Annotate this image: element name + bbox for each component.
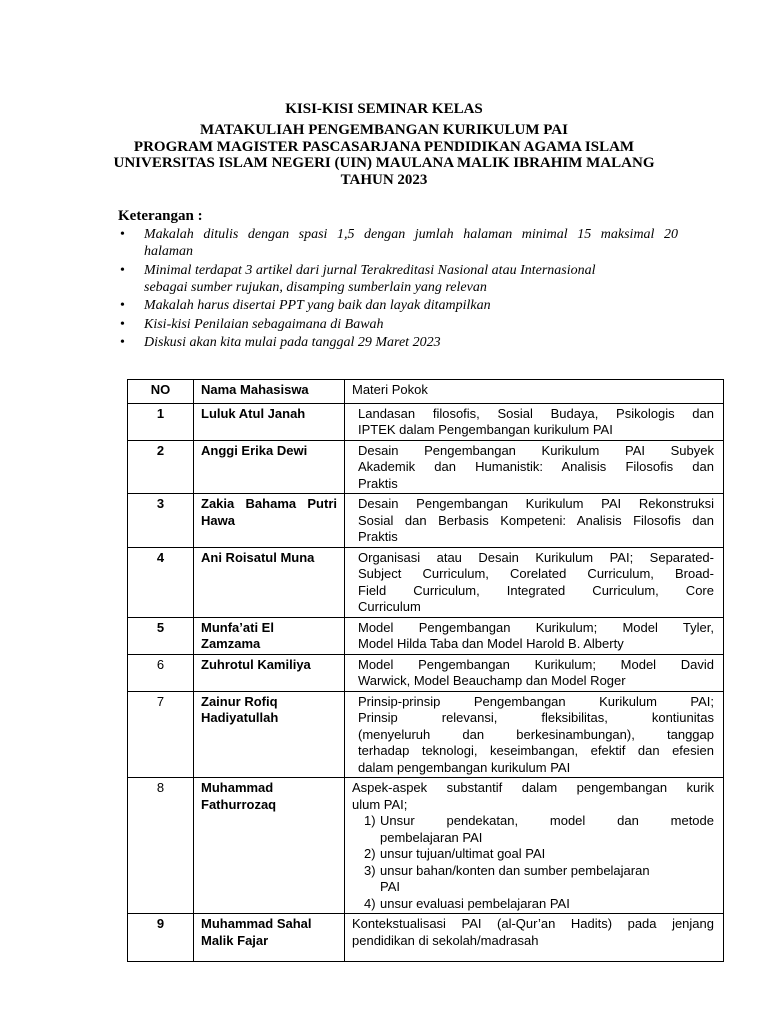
material-line: terhadap teknologi, keseimbangan, efektif dan efesien	[358, 743, 714, 758]
name-line: Zamzama	[201, 636, 261, 651]
name-line: Ani Roisatul Muna	[201, 549, 315, 565]
material-line: Subject Curriculum, Corelated Curriculum, Broad-	[358, 566, 714, 581]
material-line: Prinsip-prinsip Pengembangan Kurikulum PAI;	[358, 693, 714, 709]
row-material	[345, 403, 724, 440]
note-text-line: sebagai sumber rujukan, disamping sumberlain yang relevan	[144, 279, 487, 295]
row-no: 9	[128, 914, 194, 962]
material-line: IPTEK dalam Pengembangan kurikulum PAI	[358, 422, 613, 437]
row-name	[194, 494, 345, 548]
note-text-line: Kisi-kisi Penilaian sebagaimana di Bawah	[144, 316, 384, 332]
row-name	[194, 778, 345, 914]
name-line: Munfa’ati El	[201, 619, 274, 635]
row-name	[194, 914, 345, 962]
table-row	[128, 914, 724, 962]
table-row	[128, 778, 724, 914]
subitem-number: 3)	[364, 862, 376, 878]
material-line: dalam pengembangan kurikulum PAI	[358, 759, 571, 775]
material-line: Landasan filosofis, Sosial Budaya, Psikologis dan	[358, 405, 714, 421]
notes-list	[118, 226, 678, 351]
row-no: 6	[128, 654, 194, 691]
subitem-line: unsur evaluasi pembelajaran PAI	[380, 895, 570, 911]
material-line: Curriculum	[358, 599, 421, 614]
subitem-line: unsur tujuan/ultimat goal PAI	[380, 846, 546, 861]
seminar-table	[127, 379, 724, 962]
row-name	[194, 691, 345, 778]
bullet-icon: •	[120, 227, 125, 242]
material-line: Organisasi atau Desain Kurikulum PAI; Separated-	[358, 549, 714, 565]
name-line: Zakia Bahama Putri	[201, 496, 337, 511]
row-no: 2	[128, 440, 194, 494]
material-line: Prinsip relevansi, fleksibilitas, kontiunitas	[358, 710, 714, 725]
table-header-row	[128, 380, 724, 404]
subitem-number: 4)	[364, 895, 376, 911]
header-line-program: PROGRAM MAGISTER PASCASARJANA PENDIDIKAN AGAMA ISLAM	[133, 138, 635, 155]
name-line: Zuhrotul Kamiliya	[201, 656, 311, 672]
row-no: 8	[128, 778, 194, 914]
name-line: Fathurrozaq	[201, 796, 277, 812]
material-subitem	[352, 813, 714, 846]
material-line: Praktis	[358, 475, 398, 491]
material-line: (menyeluruh dan berkesinambungan), tanggap	[358, 726, 714, 742]
document-header	[0, 101, 768, 188]
header-line-year: TAHUN 2023	[340, 171, 428, 188]
subitem-number: 2)	[364, 846, 376, 861]
bullet-icon: •	[120, 316, 125, 332]
material-subitem	[352, 896, 714, 913]
material-line: ulum PAI;	[352, 796, 408, 812]
note-item	[118, 316, 678, 333]
table-row	[128, 440, 724, 494]
row-no: 5	[128, 617, 194, 654]
table-row	[128, 691, 724, 778]
bullet-icon: •	[120, 262, 125, 278]
row-material	[345, 494, 724, 548]
note-text-line: Minimal terdapat 3 artikel dari jurnal Terakreditasi Nasional atau Internasional	[144, 262, 596, 278]
table-row	[128, 494, 724, 548]
row-material	[345, 914, 724, 962]
material-line: Model Hilda Taba dan Model Harold B. Alberty	[358, 636, 624, 651]
row-material	[345, 547, 724, 617]
subitem-line: PAI	[380, 879, 400, 894]
row-no: 3	[128, 494, 194, 548]
material-line: Desain Pengembangan Kurikulum PAI Rekonstruksi	[358, 496, 714, 511]
material-subitem	[352, 846, 714, 863]
name-line: Hawa	[201, 512, 235, 528]
notes-section	[118, 208, 678, 353]
header-material: Materi Pokok	[345, 380, 724, 404]
name-line: Anggi Erika Dewi	[201, 442, 308, 458]
row-material	[345, 440, 724, 494]
subitem-line: pembelajaran PAI	[380, 829, 483, 845]
table-row	[128, 617, 724, 654]
table-row	[128, 403, 724, 440]
row-name	[194, 440, 345, 494]
material-line: pendidikan di sekolah/madrasah	[352, 932, 539, 948]
material-line: Warwick, Model Beauchamp dan Model Roger	[358, 673, 626, 688]
table-row	[128, 547, 724, 617]
header-name: Nama Mahasiswa	[194, 380, 345, 404]
row-material	[345, 654, 724, 691]
row-material	[345, 691, 724, 778]
row-no: 4	[128, 547, 194, 617]
header-line-university: UNIVERSITAS ISLAM NEGERI (UIN) MAULANA MALIK IBRAHIM MALANG	[113, 155, 655, 171]
note-item	[118, 297, 678, 314]
note-text-line: Makalah ditulis dengan spasi 1,5 dengan jumlah halaman minimal 15 maksimal 20	[144, 227, 678, 242]
name-line: Muhammad Sahal	[201, 916, 312, 931]
name-line: Malik Fajar	[201, 932, 269, 948]
note-item	[118, 334, 678, 351]
header-line-course: MATAKULIAH PENGEMBANGAN KURIKULUM PAI	[200, 122, 568, 138]
subitem-line: unsur bahan/konten dan sumber pembelajaran	[380, 862, 650, 878]
subitem-number: 1)	[364, 813, 376, 828]
row-material	[345, 617, 724, 654]
note-item	[118, 226, 678, 260]
row-name	[194, 654, 345, 691]
bullet-icon: •	[120, 335, 125, 350]
row-no: 7	[128, 691, 194, 778]
header-no: NO	[128, 380, 194, 404]
material-line: Desain Pengembangan Kurikulum PAI Subyek	[358, 442, 714, 458]
note-item	[118, 262, 678, 296]
name-line: Hadiyatullah	[201, 710, 279, 725]
material-line: Aspek-aspek substantif dalam pengembangan kurik	[352, 780, 714, 795]
row-no: 1	[128, 403, 194, 440]
name-line: Muhammad	[201, 780, 274, 795]
material-line: Field Curriculum, Integrated Curriculum, Core	[358, 582, 714, 598]
document-title: KISI-KISI SEMINAR KELAS	[285, 101, 483, 117]
note-text-line: halaman	[144, 244, 193, 259]
row-name	[194, 617, 345, 654]
material-line: Praktis	[358, 529, 398, 544]
row-material	[345, 778, 724, 914]
material-sublist	[352, 813, 714, 912]
note-text-line: Diskusi akan kita mulai pada tanggal 29 Maret 2023	[144, 335, 441, 350]
material-subitem	[352, 863, 714, 896]
material-line: Akademik dan Humanistik: Analisis Filosofis dan	[358, 459, 714, 474]
note-text-line: Makalah harus disertai PPT yang baik dan layak ditampilkan	[144, 298, 491, 313]
name-line: Zainur Rofiq	[201, 693, 278, 709]
name-line: Luluk Atul Janah	[201, 405, 306, 421]
bullet-icon: •	[120, 298, 125, 313]
material-line: Sosial dan Berbasis Kompeteni: Analisis Filosofis dan	[358, 512, 714, 528]
notes-label: Keterangan :	[118, 208, 203, 224]
row-name	[194, 547, 345, 617]
material-line: Kontekstualisasi PAI (al-Qur’an Hadits) pada jenjang	[352, 916, 714, 931]
subitem-line: Unsur pendekatan, model dan metode	[380, 813, 714, 828]
row-name	[194, 403, 345, 440]
material-line: Model Pengembangan Kurikulum; Model David	[358, 656, 714, 672]
table-row	[128, 654, 724, 691]
material-line: Model Pengembangan Kurikulum; Model Tyler,	[358, 619, 714, 635]
